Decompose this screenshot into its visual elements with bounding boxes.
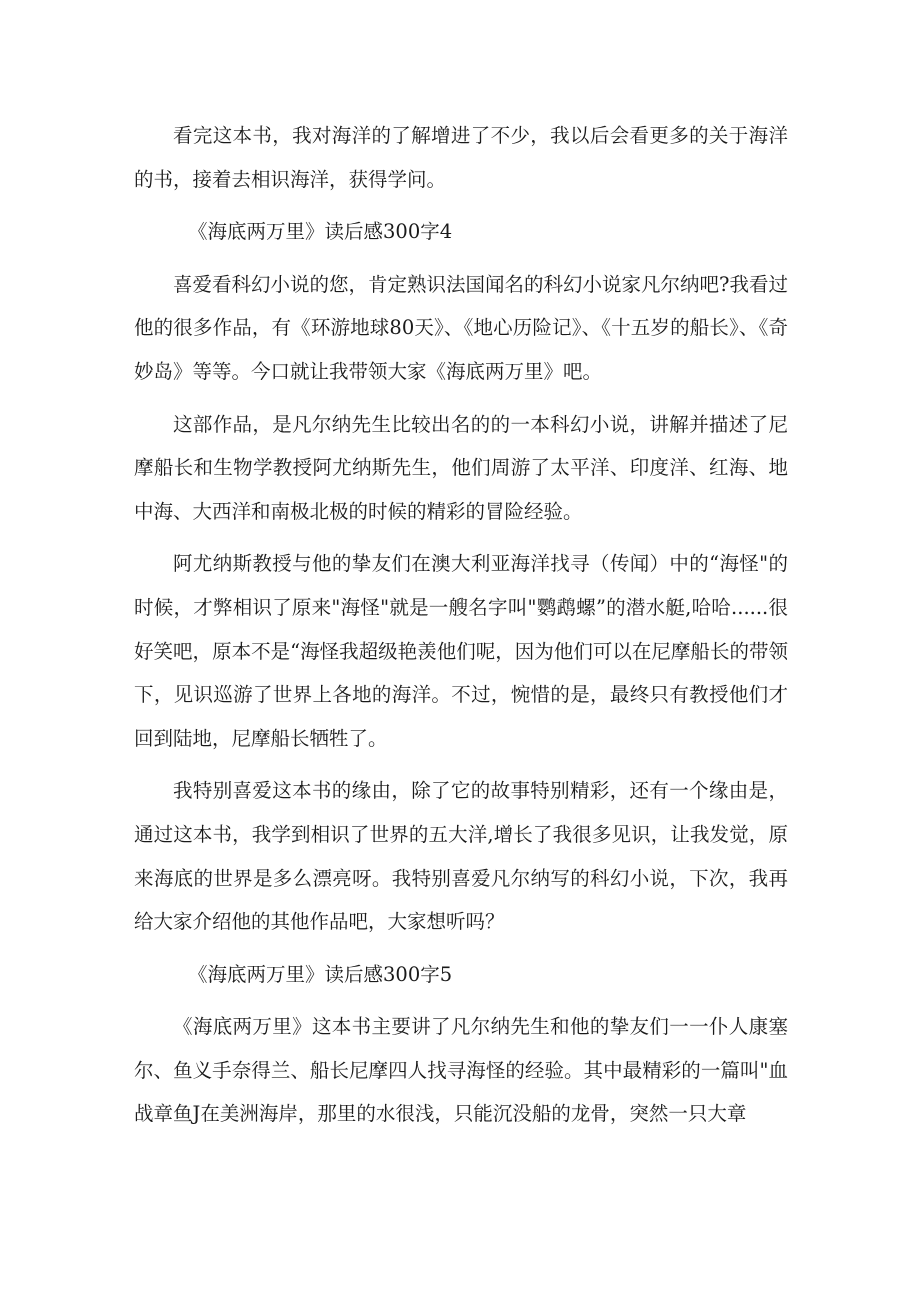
section-heading: 《海底两万里》读后感300字4: [188, 220, 453, 244]
paragraph: 看完这本书，我对海洋的了解增进了不少，我以后会看更多的关于海洋的书，接着去相识海洋，获得学问。: [134, 124, 788, 191]
paragraph: 我特别喜爱这本书的缘由，除了它的故事特别精彩，还有一个缘由是，通过这本书，我学到相识了世界的五大洋,增长了我很多见识，让我发觉，原来海底的世界是多么漂亮呀。我特别喜爱凡尔纳写的科幻小说，下次，我再给大家介绍他的其他作品吧，大家想听吗？: [134, 779, 788, 934]
paragraph: 《海底两万里》这本书主要讲了凡尔纳先生和他的挚友们一一仆人康塞尔、鱼义手奈得兰、船长尼摩四人找寻海怪的经验。其中最精彩的一篇叫"血战章鱼J在美洲海岸，那里的水很浅，只能沉没船的龙骨，突然一只大章: [134, 1015, 788, 1126]
paragraph: 喜爱看科幻小说的您，肯定熟识法国闻名的科幻小说家凡尔纳吧?我看过他的很多作品，有《环游地球80天》、《地心历险记》、《十五岁的船长》、《奇妙岛》等等。今口就让我带领大家《海底两万里》吧。: [134, 272, 788, 383]
document-body: [134, 114, 788, 1145]
paragraph: 阿尤纳斯教授与他的挚友们在澳大利亚海洋找寻（传闻）中的“海怪"的时候，才弊相识了原来"海怪"就是一艘名字叫"鹦鹉螺”的潜水艇,哈哈......很好笑吧，原本不是“海怪我超级艳羡他们呢，因为他们可以在尼摩船长的带领下，见识巡游了世界上各地的海洋。不过，惋惜的是，最终只有教授他们才回到陆地，尼摩船长牺牲了。: [134, 552, 788, 750]
section-heading: 《海底两万里》读后感300字5: [188, 962, 453, 986]
paragraph: 这部作品，是凡尔纳先生比较出名的的一本科幻小说，讲解并描述了尼摩船长和生物学教授阿尤纳斯先生，他们周游了太平洋、印度洋、红海、地中海、大西洋和南极北极的时候的精彩的冒险经验。: [134, 412, 788, 523]
